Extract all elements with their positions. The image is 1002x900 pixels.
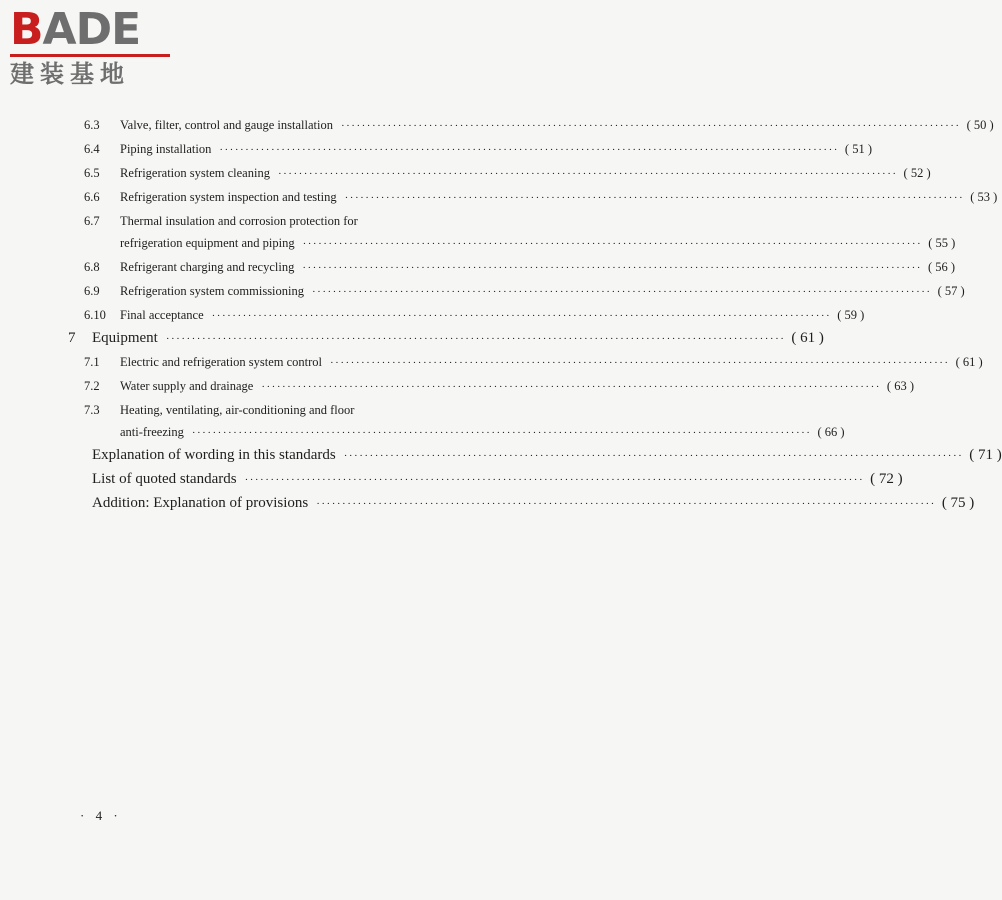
toc-entry-number: 6.7: [84, 214, 100, 228]
toc-entry: [84, 379, 914, 394]
toc-entry-title: Addition: Explanation of provisions: [92, 495, 309, 511]
toc-entry-page: ( 50 ): [966, 118, 994, 132]
toc-entry: [84, 118, 994, 133]
toc-entry-title: Water supply and drainage: [120, 379, 254, 393]
toc-entry-page: ( 61 ): [955, 355, 983, 369]
toc-entry-page: ( 55 ): [928, 236, 956, 250]
toc-entry-title: Piping installation: [120, 142, 212, 156]
toc-entry-title: Equipment: [92, 330, 158, 346]
toc-entry: [120, 425, 845, 440]
toc-entry-page: ( 51 ): [844, 142, 872, 156]
toc-entry: [84, 308, 865, 323]
toc-leader-dots: ························································································································: [302, 262, 922, 274]
toc-entry-number: 6.3: [84, 118, 100, 132]
toc-entry-number: 7.3: [84, 403, 100, 417]
toc-entry: [84, 166, 931, 181]
toc-entry-page: ( 72 ): [870, 471, 903, 487]
toc-entry-title: List of quoted standards: [92, 471, 237, 487]
toc-entry-title: Electric and refrigeration system control: [120, 355, 323, 369]
toc-entry-number: 6.8: [84, 260, 100, 274]
toc-entry-page: ( 57 ): [937, 284, 965, 298]
toc-leader-dots: ························································································································: [312, 286, 932, 298]
toc-entry-number: 6.6: [84, 190, 100, 204]
toc-entry: [84, 403, 525, 418]
toc-entry-title: Explanation of wording in this standards: [92, 447, 336, 463]
toc-entry-title: Final acceptance: [120, 308, 204, 322]
toc-leader-dots: ························································································································: [211, 310, 832, 322]
toc-entry-number: 7.2: [84, 379, 100, 393]
toc-entry-page: ( 53 ): [970, 190, 998, 204]
toc-entry: [68, 471, 903, 488]
toc-entry-title: Valve, filter, control and gauge installation: [120, 118, 333, 132]
page-number: · 4 ·: [80, 808, 122, 823]
toc-entry-page: ( 63 ): [886, 379, 914, 393]
toc-entry-title: Thermal insulation and corrosion protection for: [120, 214, 358, 228]
logo-latin-text: [10, 4, 170, 55]
toc-entry-number: 6.4: [84, 142, 100, 156]
toc-entry: [84, 355, 983, 370]
toc-leader-dots: ························································································································: [343, 450, 964, 462]
toc-entry-page: ( 52 ): [903, 166, 931, 180]
toc-entry: [68, 447, 1002, 464]
toc-leader-dots: ························································································································: [340, 120, 961, 132]
logo-latin-accent: B: [10, 4, 43, 55]
bade-logo: [10, 4, 170, 88]
toc-leader-dots: ························································································································: [191, 427, 812, 439]
toc-entry: [84, 142, 872, 157]
toc-entry: [84, 190, 998, 205]
toc-entry-number: 7: [68, 330, 76, 346]
toc-entry-page: ( 66 ): [817, 425, 845, 439]
toc-entry-title: Refrigerant charging and recycling: [120, 260, 295, 274]
toc-entry-number: 6.9: [84, 284, 100, 298]
toc-entry-title: Refrigeration system cleaning: [120, 166, 270, 180]
toc-leader-dots: ························································································································: [244, 474, 865, 486]
toc-entry-page: ( 59 ): [837, 308, 865, 322]
logo-latin-rest: ADE: [42, 4, 141, 55]
toc-leader-dots: ························································································································: [330, 357, 950, 369]
toc-entry: [84, 260, 956, 275]
toc-entry-number: 7.1: [84, 355, 100, 369]
toc-entry-title: Refrigeration system inspection and testing: [120, 190, 337, 204]
toc-entry-page: ( 56 ): [927, 260, 956, 274]
toc-entry: [84, 214, 525, 229]
toc-entry: [68, 330, 824, 347]
toc-leader-dots: ························································································································: [277, 168, 898, 180]
toc-entry-title: anti-freezing: [120, 425, 184, 439]
toc-leader-dots: ························································································································: [219, 144, 839, 156]
toc-entry-page: ( 75 ): [941, 495, 975, 511]
logo-chinese-text: 建装基地: [10, 60, 130, 88]
toc-leader-dots: ························································································································: [344, 192, 965, 204]
toc-entry: [84, 284, 965, 299]
toc-entry: [120, 236, 956, 251]
toc-entry-page: ( 61 ): [791, 330, 824, 346]
toc-leader-dots: ························································································································: [316, 498, 936, 510]
toc-entry-page: ( 71 ): [969, 447, 1002, 463]
toc-entry-title: refrigeration equipment and piping: [120, 236, 295, 250]
toc-leader-dots: ························································································································: [261, 381, 881, 393]
toc-leader-dots: ························································································································: [165, 333, 786, 345]
toc-leader-dots: ························································································································: [302, 238, 923, 250]
toc-entry-title: Heating, ventilating, air-conditioning and floor: [120, 403, 355, 417]
toc-entry-number: 6.10: [84, 308, 106, 322]
toc-entry-title: Refrigeration system commissioning: [120, 284, 305, 298]
toc-entry-number: 6.5: [84, 166, 100, 180]
toc-entry: [68, 495, 975, 512]
